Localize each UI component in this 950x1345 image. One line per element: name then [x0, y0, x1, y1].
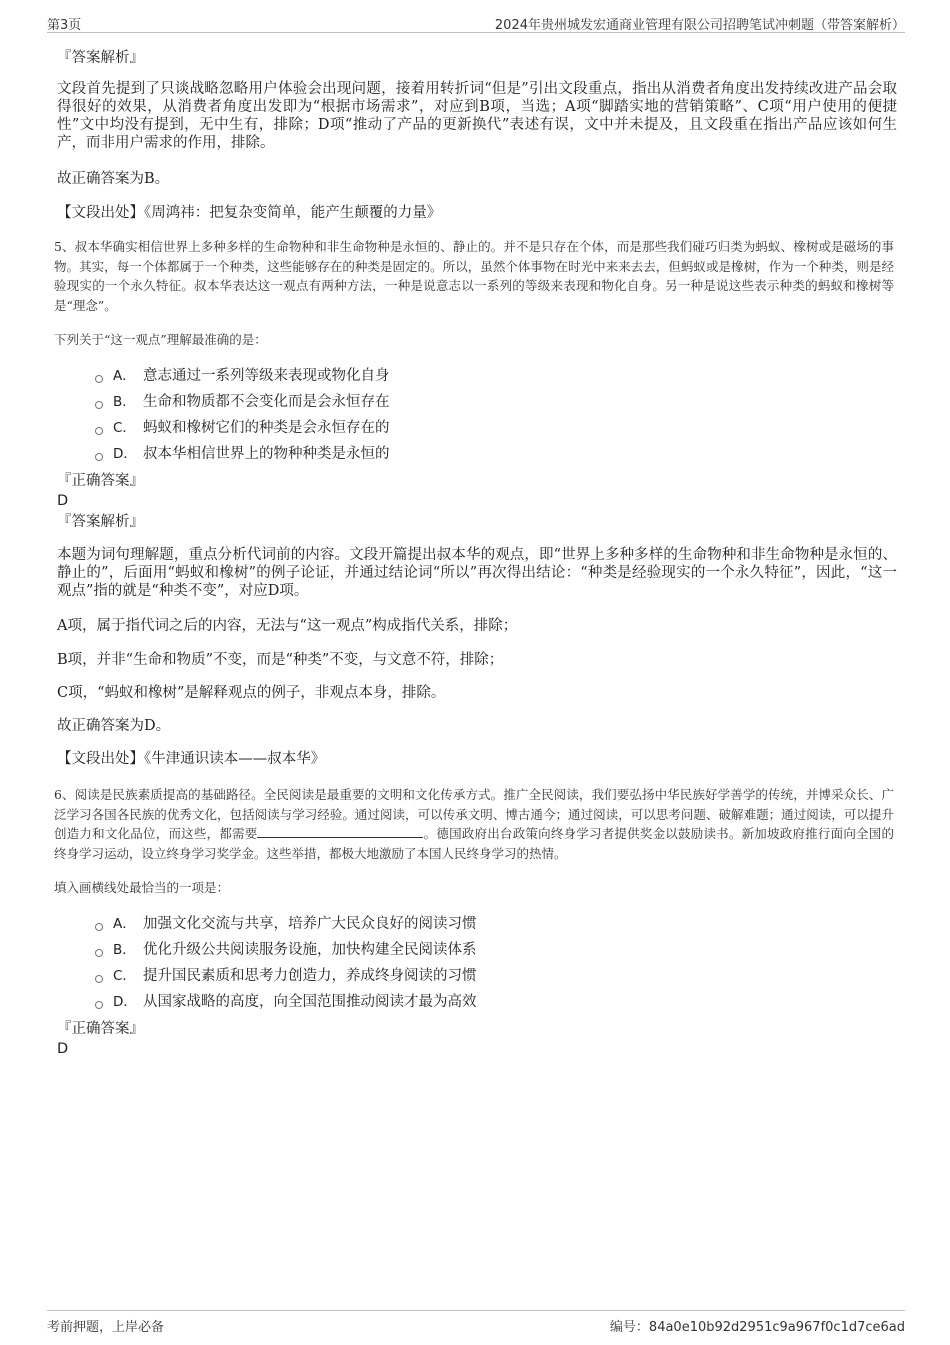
q5-option-c[interactable] [95, 418, 390, 438]
option-letter: B． [113, 942, 136, 958]
option-text: 优化升级公共阅读服务设施，加快构建全民阅读体系 [143, 942, 477, 958]
page-header [47, 14, 905, 33]
q6-option-a[interactable] [95, 914, 477, 934]
q5-note-a: A项，属于指代词之后的内容，无法与“这一观点”构成指代关系，排除； [57, 618, 518, 634]
option-text: 生命和物质都不会变化而是会永恒存在 [143, 394, 390, 410]
option-letter: D． [113, 446, 137, 462]
radio-icon[interactable] [95, 427, 103, 435]
radio-icon[interactable] [95, 401, 103, 409]
q5-source: 【文段出处】《牛津通识读本——叔本华》 [57, 751, 326, 767]
q5-answer: D [57, 493, 69, 509]
fill-blank [257, 825, 423, 838]
option-letter: D． [113, 994, 137, 1010]
page-number: 第3页 [47, 18, 82, 33]
q6-text-after: 。德国政府出台政策向终身学习者提供奖金以鼓励读书。新加坡政府推行面向全国的终身学习运动，设立终身学习奖学金。这些举措，都极大地激励了本国人民终身学习的热情。 [54, 826, 894, 861]
q6-text-before: 6、阅读是民族素质提高的基础路径。全民阅读是最重要的文明和文化传承方式。推广全民阅读，我们要弘扬中华民族好学善学的传统，并博采众长、广泛学习各国各民族的优秀文化，包括阅读与学习经验。通过阅读，可以传承文明、博古通今；通过阅读，可以思考问题、破解难题；通过阅读，可以提升创造力和文化品位，而这些，都需要 [54, 787, 894, 841]
option-text: 意志通过一系列等级来表现或物化自身 [143, 368, 390, 384]
radio-icon[interactable] [95, 1001, 103, 1009]
q6-answer-label: 『正确答案』 [57, 1021, 144, 1037]
q5-analysis-text: 本题为词句理解题，重点分析代词前的内容。文段开篇提出叔本华的观点，即“世界上多种多样的生命物种和非生命物种是永恒的、静止的”，后面用“蚂蚁和橡树”的例子论证，并通过结论词“所以”再次得出结论：“种类是经验现实的一个永久特征”，因此，“这一观点”指的就是“种类不变”，对应D项。 [57, 547, 897, 599]
option-text: 提升国民素质和思考力创造力，养成终身阅读的习惯 [143, 968, 477, 984]
option-text: 加强文化交流与共享，培养广大民众良好的阅读习惯 [143, 916, 477, 932]
option-letter: A． [113, 916, 136, 932]
radio-icon[interactable] [95, 375, 103, 383]
option-text: 叔本华相信世界上的物种种类是永恒的 [143, 446, 390, 462]
q5-conclusion: 故正确答案为D。 [57, 718, 171, 734]
q5-option-b[interactable] [95, 392, 390, 412]
option-letter: B． [113, 394, 136, 410]
q6-option-d[interactable] [95, 992, 477, 1012]
q6-answer: D [57, 1041, 69, 1057]
q6-question-text [54, 785, 894, 863]
document-title: 2024年贵州城发宏通商业管理有限公司招聘笔试冲刺题（带答案解析） [494, 18, 905, 33]
option-letter: A． [113, 368, 136, 384]
radio-icon[interactable] [95, 453, 103, 461]
option-letter: C． [113, 420, 136, 436]
q5-answer-label: 『正确答案』 [57, 473, 144, 489]
q5-note-c: C项，“蚂蚁和橡树”是解释观点的例子，非观点本身，排除。 [57, 685, 446, 701]
q5-question-text: 5、叔本华确实相信世界上多种多样的生命物种和非生命物种是永恒的、静止的。并不是只存在个体，而是那些我们碰巧归类为蚂蚁、橡树或是磁场的事物。其实，每一个体都属于一个种类，这些能够存在的种类是固定的。所以，虽然个体事物在时光中来来去去，但蚂蚁或是橡树，作为一个种类，则是经验现实的一个永久特征。叔本华表达这一观点有两种方法，一种是说意志以一系列的等级来表现和物化自身。另一种是说这些表示种类的蚂蚁和橡树等是“理念”。 [54, 239, 894, 313]
footer-note: 考前押题，上岸必备 [47, 1320, 165, 1335]
q6-prompt: 填入画横线处最恰当的一项是： [54, 880, 230, 895]
document-code: 编号：84a0e10b92d2951c9a967f0c1d7ce6ad [609, 1320, 905, 1335]
q4-analysis-text: 文段首先提到了只谈战略忽略用户体验会出现问题，接着用转折词“但是”引出文段重点，指出从消费者角度出发持续改进产品会取得很好的效果，从消费者角度出发即为“根据市场需求”，对应到B项，当选；A项“脚踏实地的营销策略”、C项“用户使用的便捷性”文中均没有提到，无中生有，排除；D项“推动了产品的更新换代”表述有误，文中并未提及，且文段重在指出产品应该如何生产，而非用户需求的作用，排除。 [57, 81, 897, 151]
q5-prompt: 下列关于“这一观点”理解最准确的是： [54, 332, 267, 347]
q5-analysis-label: 『答案解析』 [57, 514, 144, 530]
radio-icon[interactable] [95, 975, 103, 983]
radio-icon[interactable] [95, 923, 103, 931]
q4-analysis-label: 『答案解析』 [57, 50, 144, 66]
q5-note-b: B项，并非“生命和物质”不变，而是“种类”不变，与文意不符，排除； [57, 652, 504, 668]
q5-option-d[interactable] [95, 444, 390, 464]
page-footer [47, 1310, 905, 1337]
option-text: 蚂蚁和橡树它们的种类是会永恒存在的 [143, 420, 390, 436]
q6-option-b[interactable] [95, 940, 477, 960]
q4-conclusion: 故正确答案为B。 [57, 171, 170, 187]
option-text: 从国家战略的高度，向全国范围推动阅读才最为高效 [143, 994, 477, 1010]
q5-option-a[interactable] [95, 366, 390, 386]
option-letter: C． [113, 968, 136, 984]
q4-source: 【文段出处】《周鸿祎：把复杂变简单，能产生颠覆的力量》 [57, 205, 442, 221]
q6-option-c[interactable] [95, 966, 477, 986]
radio-icon[interactable] [95, 949, 103, 957]
